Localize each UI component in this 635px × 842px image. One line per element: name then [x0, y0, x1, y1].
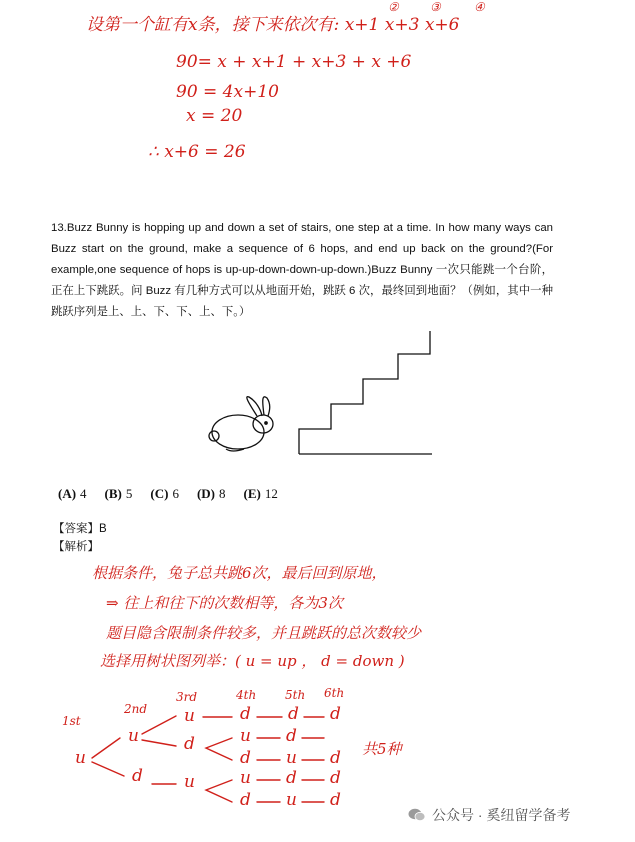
- choice-c: (C) 6: [150, 486, 179, 501]
- circle-num-3: ③: [430, 0, 441, 14]
- tree-l3-u: u: [184, 706, 195, 726]
- tree-row2-4th: u: [240, 726, 251, 746]
- tree-l3-u2: u: [184, 772, 195, 792]
- problem-number: 13.: [51, 222, 67, 234]
- prev-eq1: 90= x + x+1 + x+3 + x +6: [176, 52, 412, 72]
- tree-row4-6th: d: [330, 768, 341, 788]
- tree-root: u: [75, 748, 86, 768]
- tree-header-4th: 4th: [236, 688, 257, 702]
- tree-row5-5th: u: [286, 790, 297, 810]
- watermark: [408, 805, 570, 825]
- tree-l3-d: d: [184, 734, 195, 754]
- branch-u-down: [142, 740, 176, 746]
- tree-row1-4th: d: [240, 704, 251, 724]
- tree-header-6th: 6th: [324, 686, 345, 700]
- analysis-line4: 选择用树状图列举：( u = up ， d = down ): [100, 652, 405, 670]
- branch-u-up: [142, 716, 176, 734]
- tree-row5-4th: d: [240, 790, 251, 810]
- problem-body: Buzz Bunny is hopping up and down a set of stairs, one step at a time. In how many ways can Buzz start on the ground, make a sequence of 6 hops, and end up back on the ground?(For example,one sequence of hops is up-up-down-down-up-down.)Buzz Bunny 一次只能跳一个台阶，正在上下跳跃。问 Buzz 有几种方式可以从地面开始，跳跃 6 次，最终回到地面？（例如，其中一种跳跃序列是上、上、下、下、上、下。）: [51, 222, 553, 318]
- tree-header-3rd: 3rd: [176, 690, 198, 704]
- branch-root-down: [92, 762, 124, 776]
- prev-eq2: 90 = 4x+10: [176, 82, 279, 102]
- tree-row1-5th: d: [288, 704, 299, 724]
- analysis-line3: 题目隐含限制条件较多，并且跳跃的总次数较少: [106, 624, 422, 642]
- tree-row4-4th: u: [240, 768, 251, 788]
- choice-a: (A) 4: [58, 486, 87, 501]
- tree-header-2nd: 2nd: [124, 702, 148, 716]
- prev-eq3: x = 20: [186, 106, 243, 126]
- answer-value: B: [99, 523, 107, 535]
- choice-e: (E) 12: [243, 486, 278, 501]
- choice-d: (D) 8: [196, 486, 226, 501]
- tree-row2-5th: d: [286, 726, 297, 746]
- tree-total: 共5种: [362, 740, 402, 758]
- tree-row3-4th: d: [240, 748, 251, 768]
- tree-l2-d: d: [132, 766, 143, 786]
- tree-row5-6th: d: [330, 790, 341, 810]
- tree-row1-6th: d: [330, 704, 341, 724]
- choice-b: (B) 5: [104, 486, 133, 501]
- tree-row3-5th: u: [286, 748, 297, 768]
- tree-header-1st: 1st: [62, 714, 81, 728]
- watermark-text: 公众号 · 奚纽留学备考: [432, 807, 571, 823]
- wechat-icon: [408, 808, 426, 822]
- tree-row3-6th: d: [330, 748, 341, 768]
- tree-row4-5th: d: [286, 768, 297, 788]
- tree-header-5th: 5th: [285, 688, 306, 702]
- fork-u: [206, 780, 232, 802]
- answer-label: 【答案】: [53, 523, 99, 535]
- prev-eq4: ∴ x+6 = 26: [148, 142, 246, 162]
- analysis-label: 【解析】: [53, 541, 99, 553]
- analysis-line1: 根据条件，兔子总共跳6次，最后回到原地，: [92, 564, 387, 582]
- circle-num-2: ②: [388, 0, 399, 14]
- analysis-line2: ⇒ 往上和往下的次数相等，各为3次: [106, 594, 343, 612]
- circle-num-4: ④: [474, 0, 485, 14]
- prev-setup: 设第一个缸有x条，接下来依次有: x+1 x+3 x+6: [86, 15, 460, 35]
- branch-root-up: [92, 738, 120, 758]
- tree-l2-u: u: [128, 726, 139, 746]
- fork-d: [206, 738, 232, 760]
